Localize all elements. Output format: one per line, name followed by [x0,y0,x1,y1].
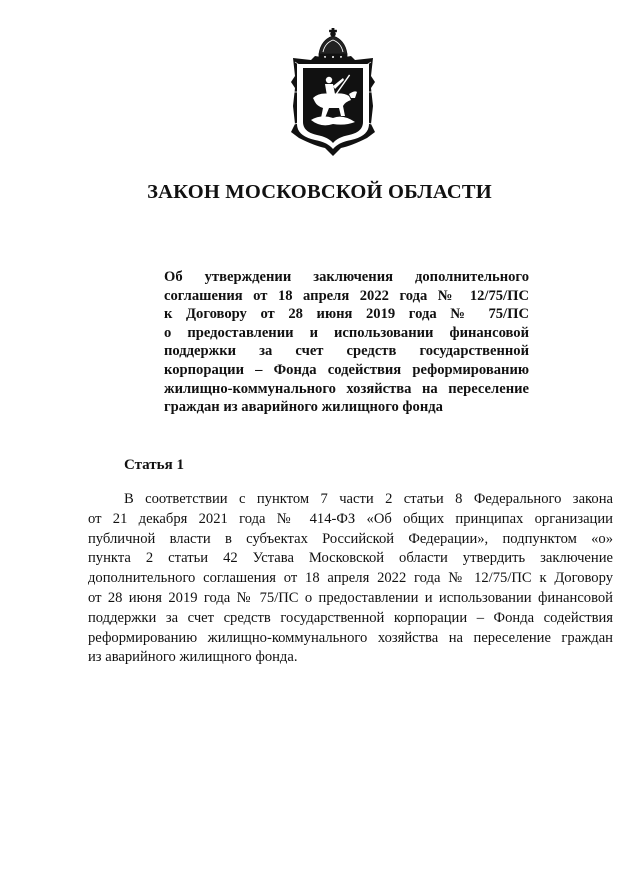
article-line: дополнительного соглашения от 18 апреля 2022 года № 12/75/ПС к Договору [88,570,613,587]
article-line: В соответствии с пунктом 7 части 2 статьи 8 Федерального закона [124,491,613,507]
article-line: поддержки за счет средств государственной корпорации – Фонда содействия [88,609,613,626]
article-line: от 28 июня 2019 года № 75/ПС о предоставлении и использовании финансовой [88,589,613,606]
subject-line: соглашения от 18 апреля 2022 года № 12/75/ПС [164,287,529,304]
article-line: от 21 декабря 2021 года № 414-ФЗ «Об общих принципах организации [88,510,613,527]
article-line: пункта 2 статьи 42 Устава Московской области утвердить заключение [88,550,613,567]
article-line: публичной власти в субъектах Российской Федерации», подпунктом «о» [88,530,613,547]
article-line: из аварийного жилищного фонда. [88,649,298,666]
coat-of-arms-icon [285,28,381,158]
subject-line: жилищно-коммунального хозяйства на переселение [164,380,529,397]
subject-line: о предоставлении и использовании финансовой [164,324,529,341]
article-line: реформированию жилищно-коммунального хозяйства на переселение граждан [88,629,613,646]
subject-line: Об утверждении заключения дополнительного [164,269,529,285]
article-body [88,490,613,668]
law-subject [164,268,529,417]
subject-line: к Договору от 28 июня 2019 года № 75/ПС [164,306,529,323]
subject-line: корпорации – Фонда содействия реформированию [164,361,529,378]
subject-line: поддержки за счет средств государственной [164,343,529,360]
article-heading: Статья 1 [124,457,184,473]
subject-line: граждан из аварийного жилищного фонда [164,399,443,416]
law-title: ЗАКОН МОСКОВСКОЙ ОБЛАСТИ [147,181,492,203]
